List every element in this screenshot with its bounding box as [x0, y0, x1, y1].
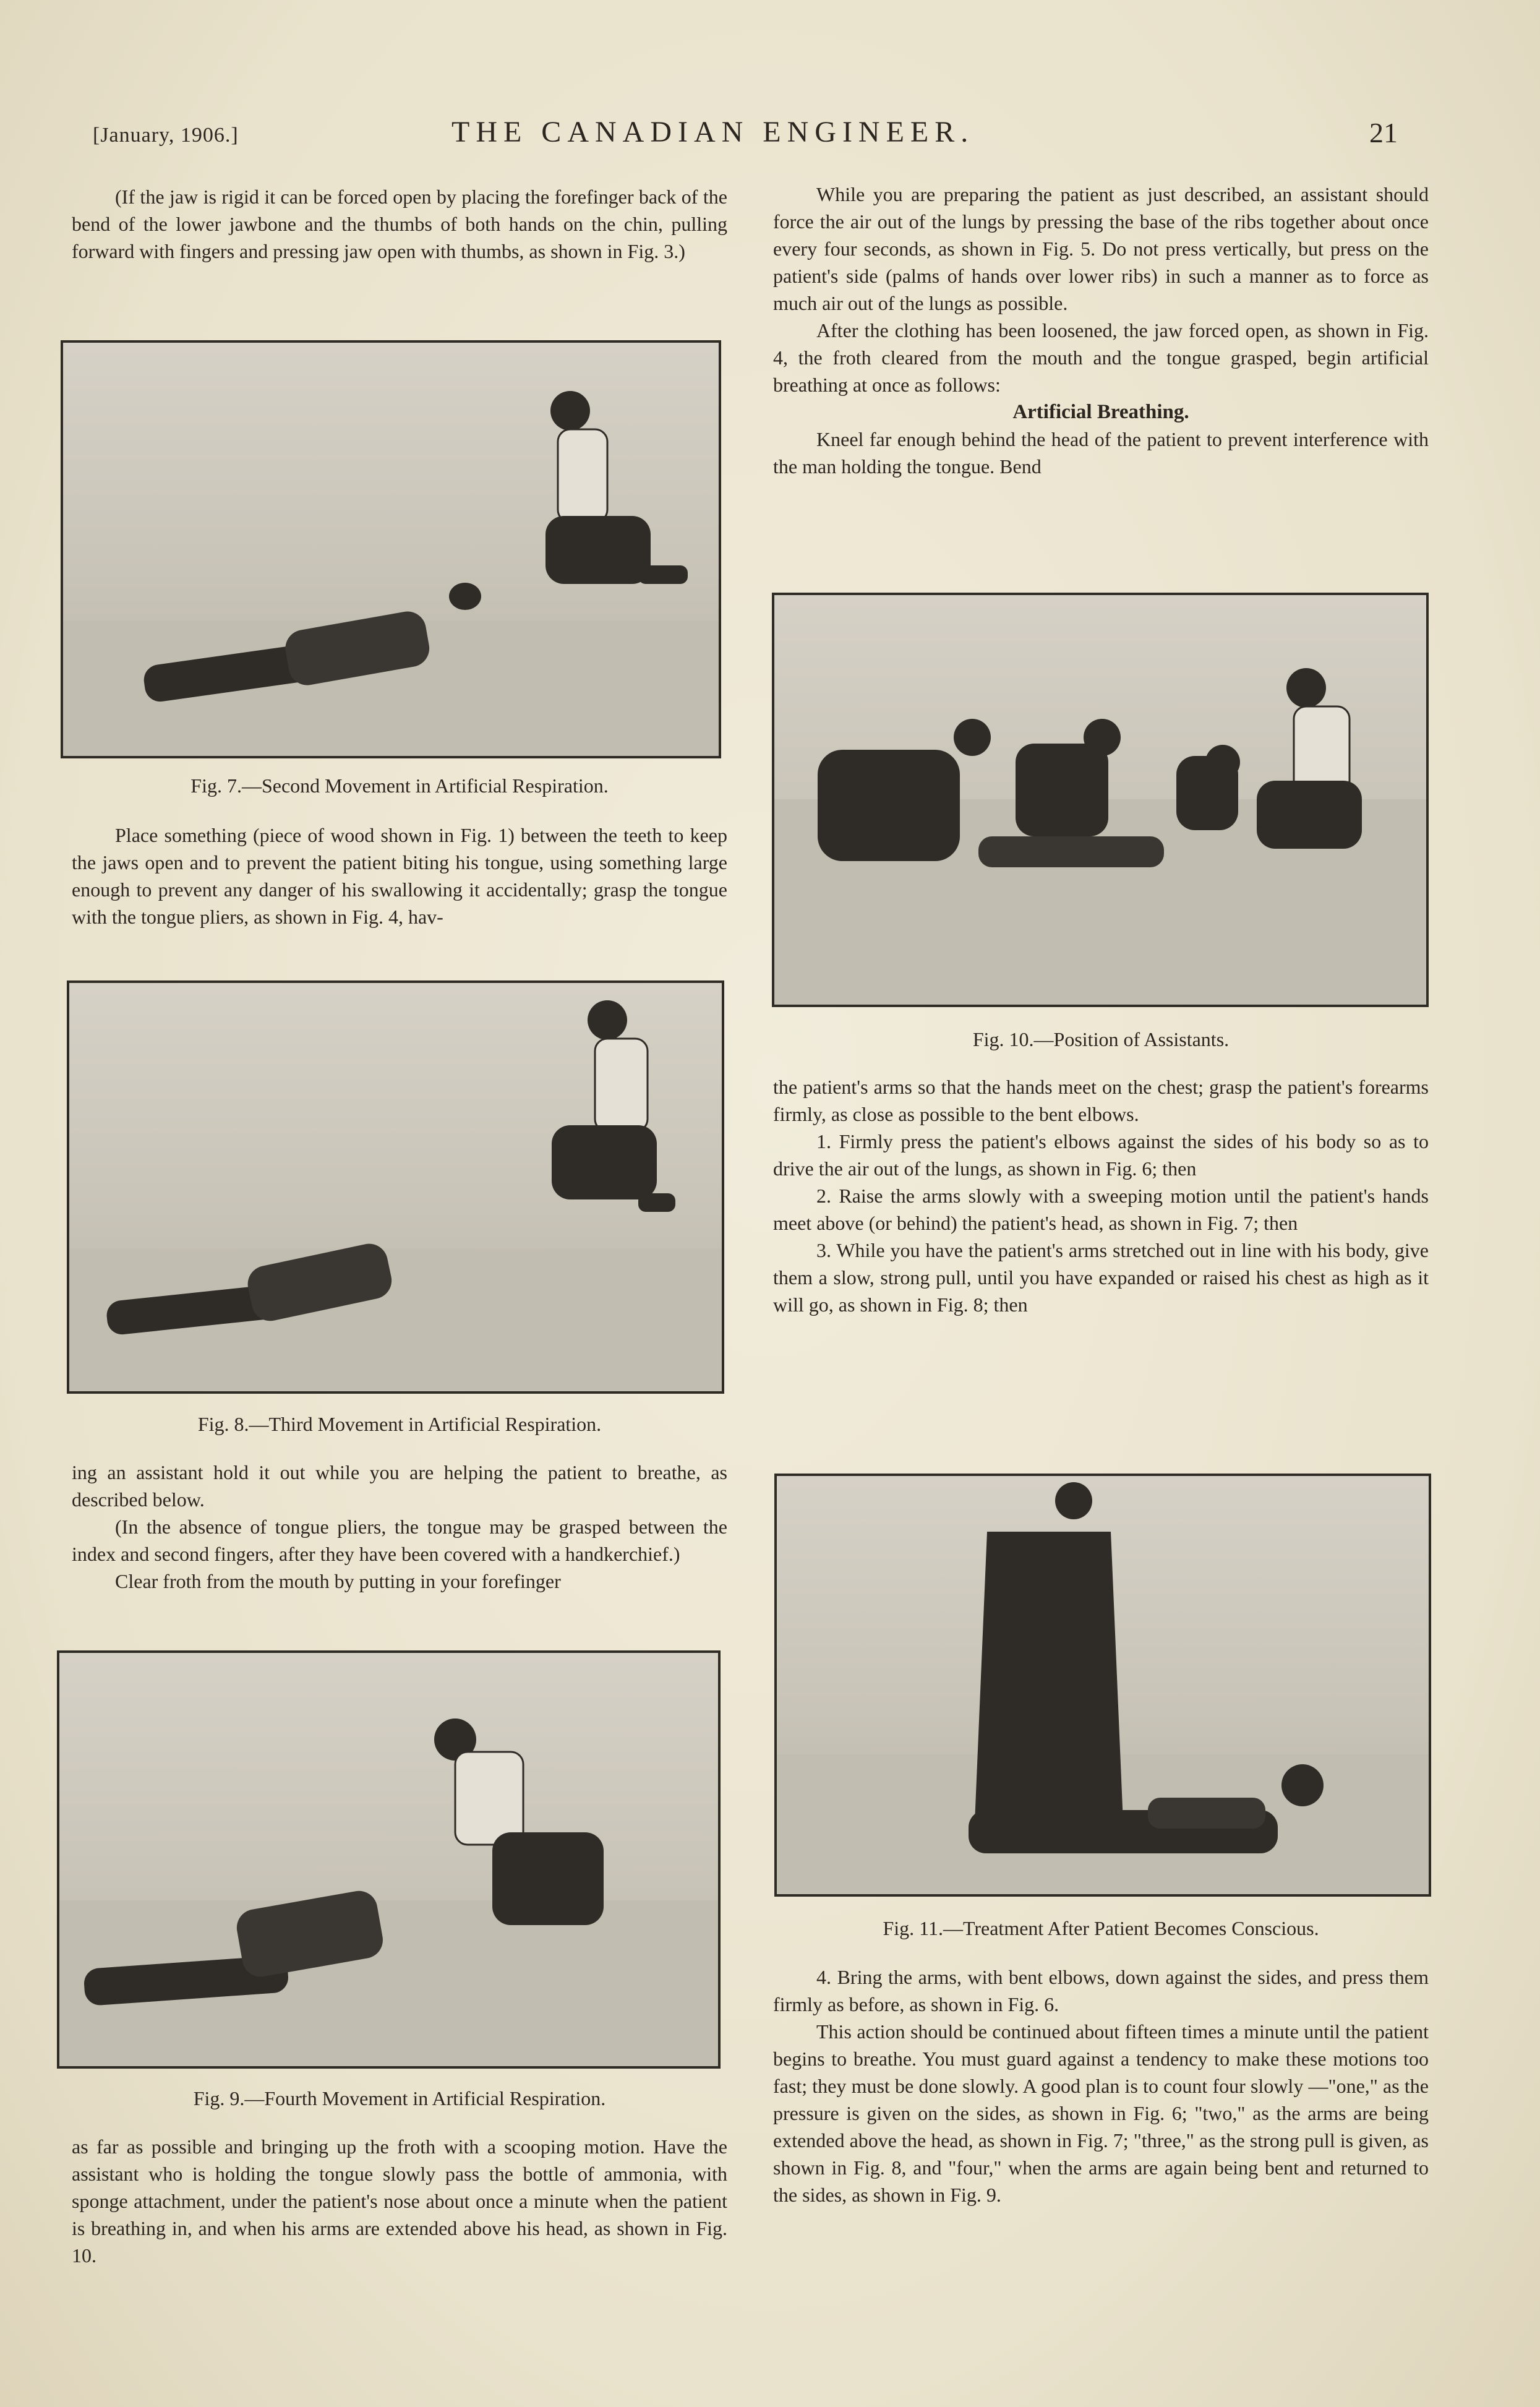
left-paragraphs-assistant: ing an assistant hold it out while you are helping the patient to breathe, as described below. (In the absence of tongue pliers, the tongue may be grasped between the index and second fingers, after they have been covered with a handkerchief.) Clear froth from the mouth by putting in your forefinger — [72, 1461, 727, 1592]
page-number: 21 — [1369, 117, 1398, 148]
fig9-photo — [57, 1650, 721, 2069]
fig11-caption: Fig. 11.—Treatment After Patient Becomes Conscious. — [883, 1917, 1319, 1939]
artificial-breathing-heading: Artificial Breathing. — [1012, 401, 1189, 423]
right-paragraphs-intro: While you are preparing the patient as just described, an assistant should force the air out of the lungs by pressing the base of the ribs together about once every four seconds, as shown in Fig. 5. Do not press vertically, but press on the patient's side (palms of hands over lower ribs) in such a manner as to force as much air out of the lungs as possible. After the clothing has been loosened, the jaw forced open, as shown in Fig. 4, the froth cleared from the mouth and the tongue grasped, begin artificial breathing at once as follows: Artificial Breathing. Kneel far enough behind the head of the patient to prevent interference with the man holding the tongue. Bend — [773, 183, 1429, 478]
right-paragraphs-steps: the patient's arms so that the hands meet on the chest; grasp the patient's forearms firmly, as close as possible to the bent elbows. 1. Firmly press the patient's elbows against the sides of his body so as to drive the air out of the lungs, as shown in Fig. 6; then 2. Raise the arms slowly with a sweeping motion until the patient's hands meet above (or behind) the patient's head, as shown in Fig. 7; then 3. While you have the patient's arms stretched out in line with his body, give them a slow, strong pull, until you have expanded or raised his chest as high as it will go, as shown in Fig. 8; then — [773, 1076, 1429, 1316]
fig11-photo — [774, 1474, 1431, 1897]
journal-title: THE CANADIAN ENGINEER. — [451, 116, 975, 148]
issue-date: [January, 1906.] — [93, 124, 239, 147]
fig10-photo — [772, 593, 1429, 1007]
fig7-photo — [61, 340, 721, 758]
left-paragraph-froth: as far as possible and bringing up the froth with a scooping motion. Have the assistant who is holding the tongue slowly pass the bottle of ammonia, with sponge attachment, under the patient's nose about once a minute when the patient is breathing in, and when his arms are extended above his head, as shown in Fig. 10. — [72, 2135, 727, 2267]
fig9-caption: Fig. 9.—Fourth Movement in Artificial Respiration. — [193, 2087, 606, 2109]
fig8-photo — [67, 980, 724, 1394]
fig10-caption: Fig. 10.—Position of Assistants. — [972, 1028, 1230, 1050]
fig7-caption: Fig. 7.—Second Movement in Artificial Respiration. — [190, 774, 609, 797]
left-paragraph-jaw: (If the jaw is rigid it can be forced open by placing the forefinger back of the bend of the lower jawbone and the thumbs of both hands on the chin, pulling forward with fingers and pressing jaw open with thumbs, as shown in Fig. 3.) — [72, 186, 727, 262]
right-paragraphs-continue: 4. Bring the arms, with bent elbows, down against the sides, and press them firmly as before, as shown in Fig. 6. This action should be continued about fifteen times a minute until the patient begins to breathe. You must guard against a tendency to make these motions too fast; they must be done slowly. A good plan is to count four slowly —"one," as the pressure is given on the sides, as shown in Fig. 6; "two," as the arms are being extended above the head, as shown in Fig. 7; "three," as the strong pull is given, as shown in Fig. 8, and "four," when the arms are again being bent and returned to the sides, as shown in Fig. 9. — [773, 1966, 1429, 2206]
fig8-caption: Fig. 8.—Third Movement in Artificial Respiration. — [197, 1413, 602, 1435]
left-paragraph-tongue: Place something (piece of wood shown in Fig. 1) between the teeth to keep the jaws open and to prevent the patient biting his tongue, using something large enough to prevent any danger of his swallowing it accidentally; grasp the tongue with the tongue pliers, as shown in Fig. 4, hav- — [72, 824, 727, 928]
page-header — [93, 115, 1398, 158]
